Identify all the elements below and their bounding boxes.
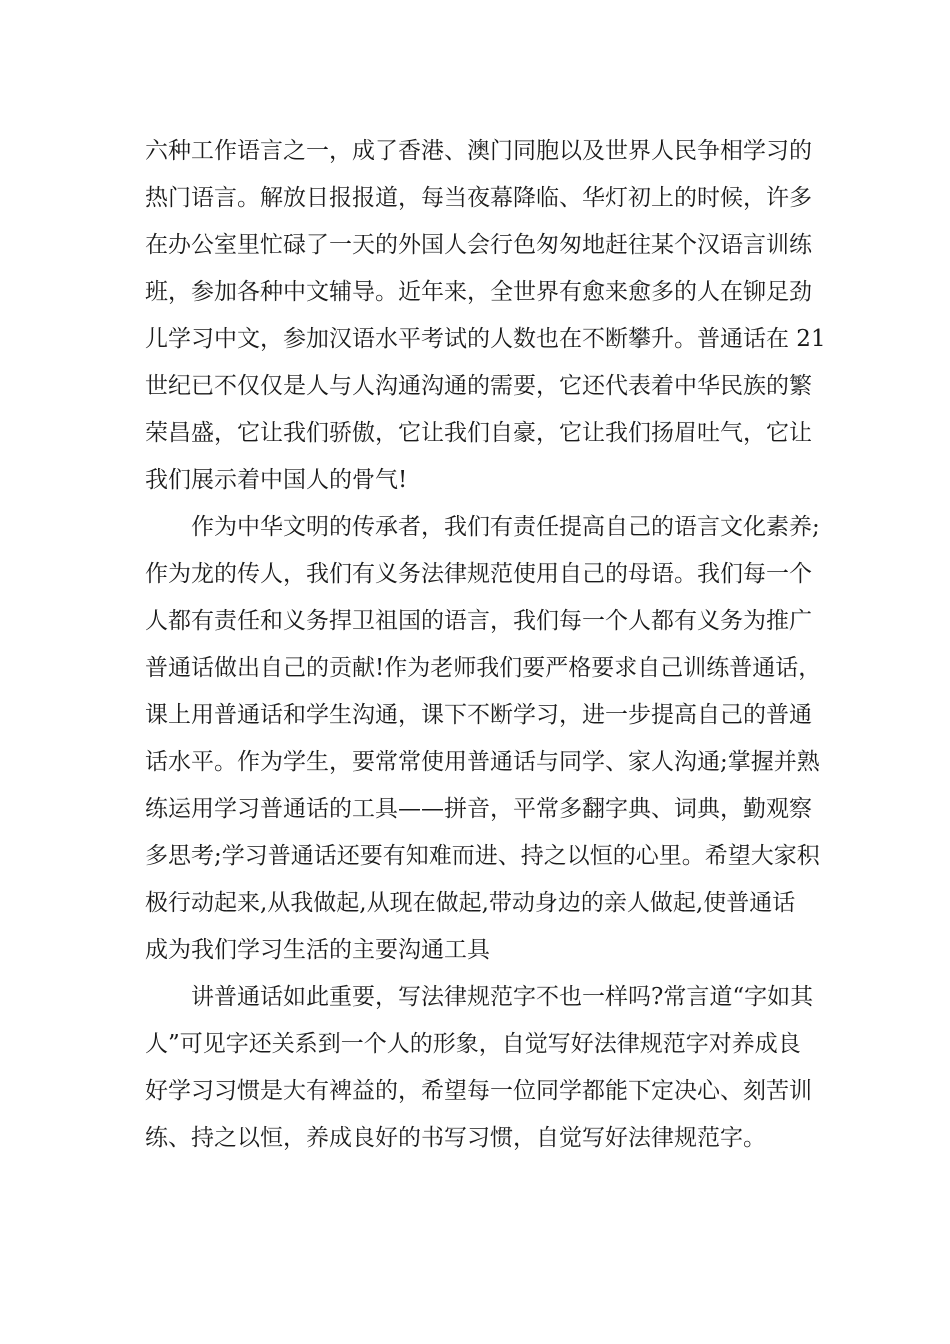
text-line: 在办公室里忙碌了一天的外国人会行色匆匆地赶往某个汉语言训练 <box>145 232 812 258</box>
text-line: 作为中华文明的传承者，我们有责任提高自己的语言文化素养; <box>191 514 820 540</box>
text-line: 作为龙的传人，我们有义务法律规范使用自己的母语。我们每一个 <box>145 561 812 587</box>
text-line: 儿学习中文，参加汉语水平考试的人数也在不断攀升。普通话在 21 <box>145 326 826 352</box>
text-line: 荣昌盛，它让我们骄傲，它让我们自豪，它让我们扬眉吐气，它让 <box>145 420 812 446</box>
text-line: 话水平。作为学生，要常常使用普通话与同学、家人沟通;掌握并熟 <box>145 749 820 775</box>
paragraph-3 <box>145 974 814 1162</box>
text-line: 人”可见字还关系到一个人的形象，自觉写好法律规范字对养成良 <box>145 1031 801 1057</box>
text-line: 成为我们学习生活的主要沟通工具 <box>145 937 490 963</box>
text-line: 世纪已不仅仅是人与人沟通沟通的需要，它还代表着中华民族的繁 <box>145 373 812 399</box>
text-line: 我们展示着中国人的骨气! <box>145 467 408 493</box>
text-line: 极行动起来,从我做起,从现在做起,带动身边的亲人做起,使普通话 <box>145 890 796 916</box>
text-line: 多思考;学习普通话还要有知难而进、持之以恒的心里。希望大家积 <box>145 843 820 869</box>
text-line: 普通话做出自己的贡献!作为老师我们要严格要求自己训练普通话， <box>145 655 822 681</box>
paragraph-1 <box>145 128 826 504</box>
text-line: 六种工作语言之一，成了香港、澳门同胞以及世界人民争相学习的 <box>145 138 812 164</box>
text-line: 课上用普通话和学生沟通，课下不断学习，进一步提高自己的普通 <box>145 702 812 728</box>
text-line: 练、持之以恒，养成良好的书写习惯，自觉写好法律规范字。 <box>145 1125 766 1151</box>
text-line: 练运用学习普通话的工具——拼音，平常多翻字典、词典，勤观察 <box>145 796 812 822</box>
text-line: 好学习习惯是大有裨益的，希望每一位同学都能下定决心、刻苦训 <box>145 1078 812 1104</box>
paragraph-2 <box>145 504 822 974</box>
text-line: 班，参加各种中文辅导。近年来，全世界有愈来愈多的人在铆足劲 <box>145 279 812 305</box>
body-text <box>145 128 826 1162</box>
text-line: 人都有责任和义务捍卫祖国的语言，我们每一个人都有义务为推广 <box>145 608 812 634</box>
text-line: 热门语言。解放日报报道，每当夜幕降临、华灯初上的时候，许多 <box>145 185 812 211</box>
text-line: 讲普通话如此重要，写法律规范字不也一样吗?常言道“字如其 <box>191 984 814 1010</box>
